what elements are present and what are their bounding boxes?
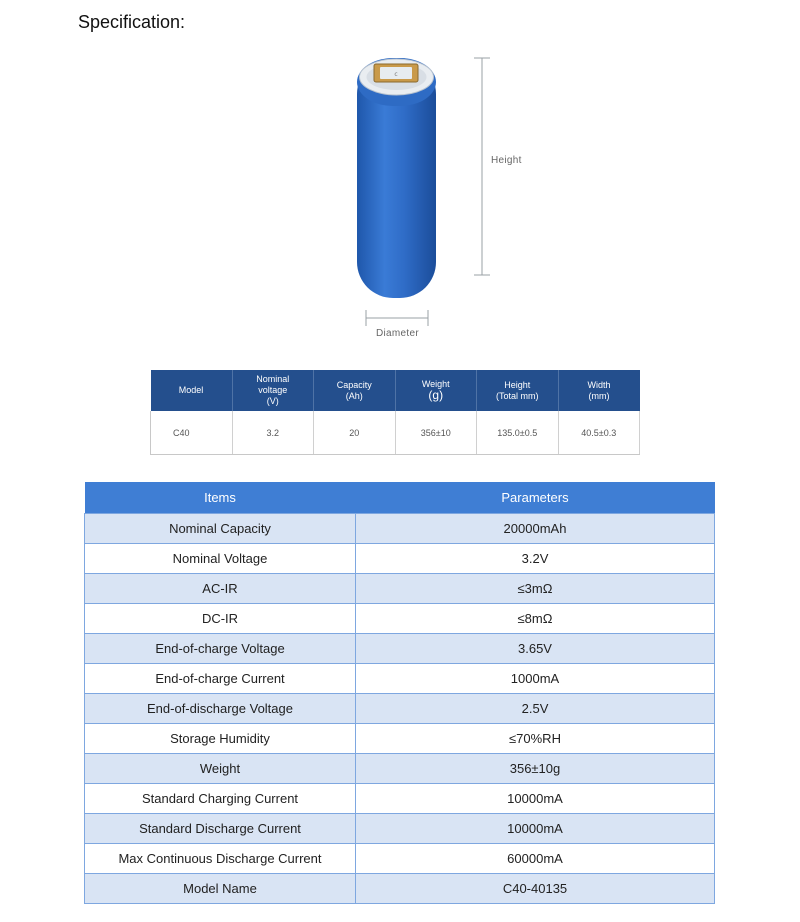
value-cell: ≤70%RH	[356, 724, 715, 754]
value-cell: 2.5V	[356, 694, 715, 724]
header-parameters: Parameters	[356, 482, 715, 514]
item-cell: Weight	[85, 754, 356, 784]
battery-figure	[340, 50, 540, 345]
item-cell: Standard Charging Current	[85, 784, 356, 814]
table-row	[85, 724, 715, 754]
model-spec-table	[150, 370, 640, 455]
value-cell: ≤8mΩ	[356, 604, 715, 634]
value-cell: 356±10g	[356, 754, 715, 784]
table-row	[85, 694, 715, 724]
table-row	[85, 754, 715, 784]
header-weight: Weight (g)	[395, 370, 477, 411]
parameters-header-row	[85, 482, 715, 514]
item-cell: AC-IR	[85, 574, 356, 604]
header-capacity: Capacity (Ah)	[314, 370, 396, 411]
value-cell: 3.65V	[356, 634, 715, 664]
model-table-header-row	[151, 370, 640, 411]
table-row	[85, 844, 715, 874]
item-cell: End-of-charge Voltage	[85, 634, 356, 664]
table-row	[85, 604, 715, 634]
table-row	[85, 664, 715, 694]
item-cell: End-of-charge Current	[85, 664, 356, 694]
item-cell: Nominal Capacity	[85, 514, 356, 544]
item-cell: Nominal Voltage	[85, 544, 356, 574]
cell-width: 40.5±0.3	[558, 411, 640, 455]
svg-text:c: c	[394, 71, 398, 78]
value-cell: ≤3mΩ	[356, 574, 715, 604]
value-cell: 1000mA	[356, 664, 715, 694]
cell-nominal-voltage: 3.2	[232, 411, 314, 455]
cell-model: C40	[151, 411, 233, 455]
height-label: Height	[491, 155, 522, 166]
value-cell: 60000mA	[356, 844, 715, 874]
header-model: Model	[151, 370, 233, 411]
value-cell: C40-40135	[356, 874, 715, 904]
item-cell: Max Continuous Discharge Current	[85, 844, 356, 874]
table-row	[85, 814, 715, 844]
header-nominal-voltage: Nominal voltage (V)	[232, 370, 314, 411]
model-table-row	[151, 411, 640, 455]
cell-height: 135.0±0.5	[477, 411, 559, 455]
header-items: Items	[85, 482, 356, 514]
value-cell: 3.2V	[356, 544, 715, 574]
item-cell: Storage Humidity	[85, 724, 356, 754]
table-row	[85, 574, 715, 604]
item-cell: End-of-discharge Voltage	[85, 694, 356, 724]
spec-heading: Specification:	[78, 12, 186, 32]
value-cell: 20000mAh	[356, 514, 715, 544]
header-width: Width (mm)	[558, 370, 640, 411]
table-row	[85, 784, 715, 814]
value-cell: 10000mA	[356, 814, 715, 844]
header-height: Height (Total mm)	[477, 370, 559, 411]
diameter-label: Diameter	[376, 328, 419, 339]
table-row	[85, 874, 715, 904]
table-row	[85, 514, 715, 544]
cell-weight: 356±10	[395, 411, 477, 455]
table-row	[85, 544, 715, 574]
parameters-table	[84, 482, 715, 904]
item-cell: Standard Discharge Current	[85, 814, 356, 844]
cell-capacity: 20	[314, 411, 396, 455]
item-cell: Model Name	[85, 874, 356, 904]
value-cell: 10000mA	[356, 784, 715, 814]
table-row	[85, 634, 715, 664]
item-cell: DC-IR	[85, 604, 356, 634]
battery-drawing	[340, 50, 540, 345]
